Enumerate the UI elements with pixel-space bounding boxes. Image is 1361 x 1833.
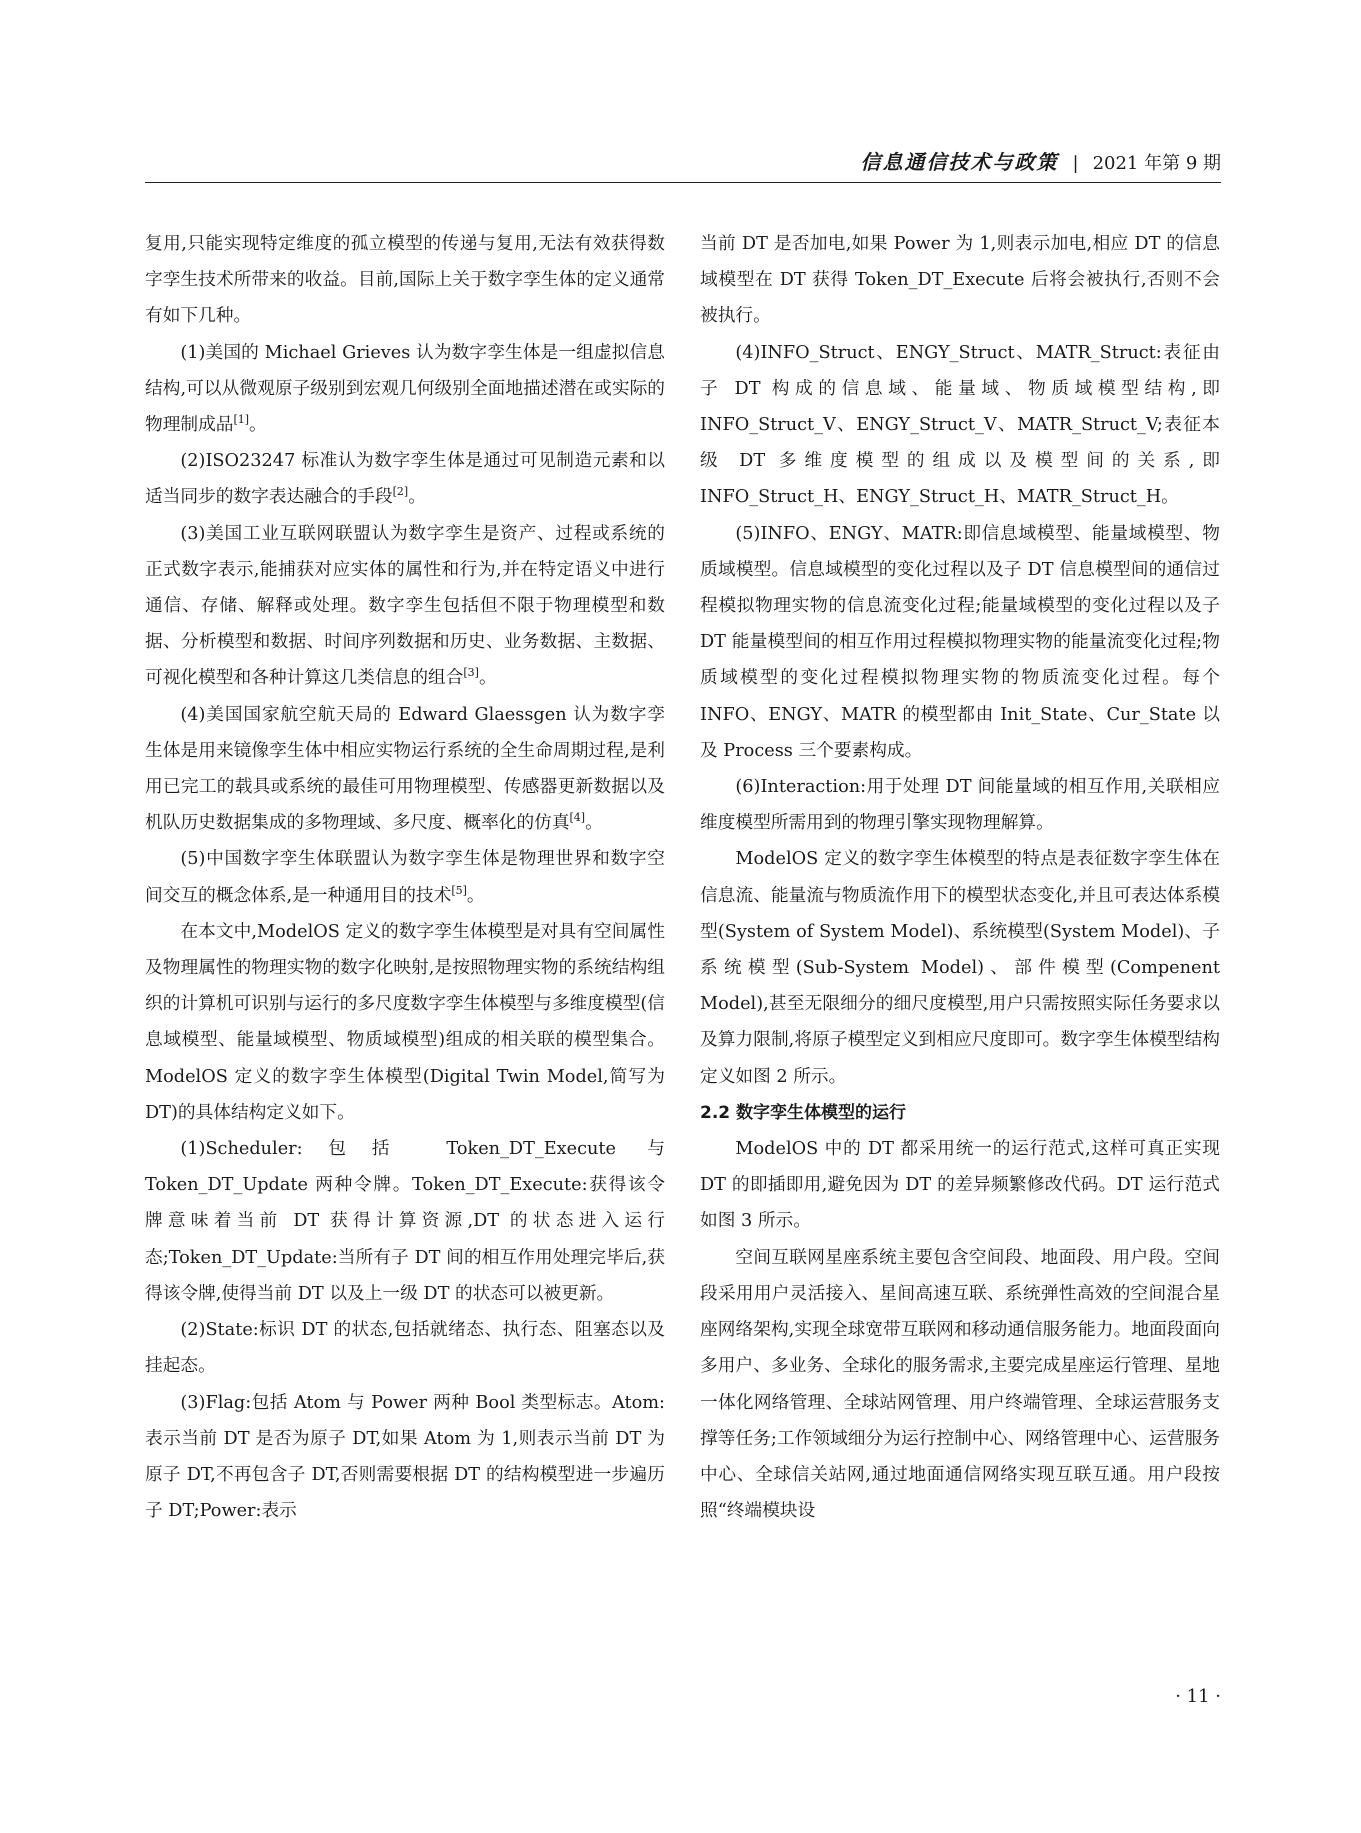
- paragraph: (2)ISO23247 标准认为数字孪生体是通过可见制造元素和以适当同步的数字表达融合的手段[2]。: [145, 451, 665, 508]
- left-column: [145, 226, 665, 1529]
- paragraph: (4)INFO_Struct、ENGY_Struct、MATR_Struct:表征由子 DT 构成的信息域、能量域、物质域模型结构,即 INFO_Struct_V、ENGY_Struct_V、MATR_Struct_V;表征本级 DT 多维度模型的组成以及模型间的关系,即 INFO_Struct_H、ENGY_Struct_H、MATR_Struct_H。: [700, 342, 1220, 508]
- paragraph: 空间互联网星座系统主要包含空间段、地面段、用户段。空间段采用用户灵活接入、星间高速互联、系统弹性高效的空间混合星座网络架构,实现全球宽带互联网和移动通信服务能力。地面段面向多用户、多业务、全球化的服务需求,主要完成星座运行管理、星地一体化网络管理、全球站网管理、用户终端管理、全球运营服务支撑等任务;工作领域细分为运行控制中心、网络管理中心、运营服务中心、全球信关站网,通过地面通信网络实现互联互通。用户段按照“终端模块设: [700, 1247, 1220, 1522]
- header-separator: |: [1072, 153, 1079, 174]
- header-right: [860, 146, 1221, 175]
- paragraph: (4)美国国家航空航天局的 Edward Glaessgen 认为数字孪生体是用来镜像孪生体中相应实物运行系统的全生命周期过程,是利用已完工的载具或系统的最佳可用物理模型、传感器更新数据以及机队历史数据集成的多物理域、多尺度、概率化的仿真[4]。: [145, 704, 665, 834]
- paragraph: (3)Flag:包括 Atom 与 Power 两种 Bool 类型标志。Atom:表示当前 DT 是否为原子 DT,如果 Atom 为 1,则表示当前 DT 为原子 DT,不再包含子 DT,否则需要根据 DT 的结构模型进一步遍历子 DT;Power:表示: [145, 1392, 665, 1522]
- citation-ref: [5]: [451, 883, 467, 897]
- paragraph: (5)中国数字孪生体联盟认为数字孪生体是物理世界和数字空间交互的概念体系,是一种通用目的技术[5]。: [145, 849, 665, 906]
- journal-name: 信息通信技术与政策: [860, 150, 1059, 174]
- running-header: [145, 140, 1221, 182]
- paragraph: (1)Scheduler:包括 Token_DT_Execute 与 Token_DT_Update 两种令牌。Token_DT_Execute:获得该令牌意味着当前 DT 获得计算资源,DT 的状态进入运行态;Token_DT_Update:当所有子 DT 间的相互作用处理完毕后,获得该令牌,使得当前 DT 以及上一级 DT 的状态可以被更新。: [145, 1139, 665, 1304]
- header-rule: [145, 182, 1221, 183]
- paragraph: 复用,只能实现特定维度的孤立模型的传递与复用,无法有效获得数字孪生技术所带来的收益。目前,国际上关于数字孪生体的定义通常有如下几种。: [145, 234, 665, 327]
- paragraph: (3)美国工业互联网联盟认为数字孪生是资产、过程或系统的正式数字表示,能捕获对应实体的属性和行为,并在特定语义中进行通信、存储、解释或处理。数字孪生包括但不限于物理模型和数据、分析模型和数据、时间序列数据和历史、业务数据、主数据、可视化模型和各种计算这几类信息的组合[3]。: [145, 523, 665, 689]
- citation-ref: [2]: [392, 485, 409, 499]
- paragraph: (5)INFO、ENGY、MATR:即信息域模型、能量域模型、物质域模型。信息域模型的变化过程以及子 DT 信息模型间的通信过程模拟物理实物的信息流变化过程;能量域模型的变化过程以及子 DT 能量模型间的相互作用过程模拟物理实物的能量流变化过程;物质域模型的变化过程模拟物理实物的物质流变化过程。每个 INFO、ENGY、MATR 的模型都由 Init_State、Cur_State 以及 Process 三个要素构成。: [700, 523, 1220, 761]
- right-column: [700, 226, 1220, 1529]
- section-heading: 2.2 数字孪生体模型的运行: [700, 1102, 907, 1123]
- citation-ref: [1]: [233, 413, 250, 427]
- page-number: · 11 ·: [1175, 1686, 1221, 1707]
- citation-ref: [4]: [569, 811, 586, 825]
- paragraph: 当前 DT 是否加电,如果 Power 为 1,则表示加电,相应 DT 的信息域模型在 DT 获得 Token_DT_Execute 后将会被执行,否则不会被执行。: [700, 234, 1220, 327]
- paragraph: (6)Interaction:用于处理 DT 间能量域的相互作用,关联相应维度模型所需用到的物理引擎实现物理解算。: [700, 777, 1220, 834]
- citation-ref: [3]: [463, 666, 479, 680]
- paragraph: ModelOS 中的 DT 都采用统一的运行范式,这样可真正实现 DT 的即插即用,避免因为 DT 的差异频繁修改代码。DT 运行范式如图 3 所示。: [700, 1139, 1220, 1232]
- paragraph: ModelOS 定义的数字孪生体模型的特点是表征数字孪生体在信息流、能量流与物质流作用下的模型状态变化,并且可表达体系模型(System of System Model)、系统模型(System Model)、子系统模型(Sub-System Model)、部件模型(Compenent Model),甚至无限细分的细尺度模型,用户只需按照实际任务要求以及算力限制,将原子模型定义到相应尺度即可。数字孪生体模型结构定义如图 2 所示。: [700, 849, 1220, 1087]
- issue-label: 2021 年第 9 期: [1092, 153, 1221, 174]
- paragraph: (1)美国的 Michael Grieves 认为数字孪生体是一组虚拟信息结构,可以从微观原子级别到宏观几何级别全面地描述潜在或实际的物理制成品[1]。: [145, 342, 665, 436]
- paragraph: (2)State:标识 DT 的状态,包括就绪态、执行态、阻塞态以及挂起态。: [145, 1320, 665, 1377]
- paragraph: 在本文中,ModelOS 定义的数字孪生体模型是对具有空间属性及物理属性的物理实物的数字化映射,是按照物理实物的系统结构组织的计算机可识别与运行的多尺度数字孪生体模型与多维度模型(信息域模型、能量域模型、物质域模型)组成的相关联的模型集合。ModelOS 定义的数字孪生体模型(Digital Twin Model,简写为 DT)的具体结构定义如下。: [145, 921, 665, 1123]
